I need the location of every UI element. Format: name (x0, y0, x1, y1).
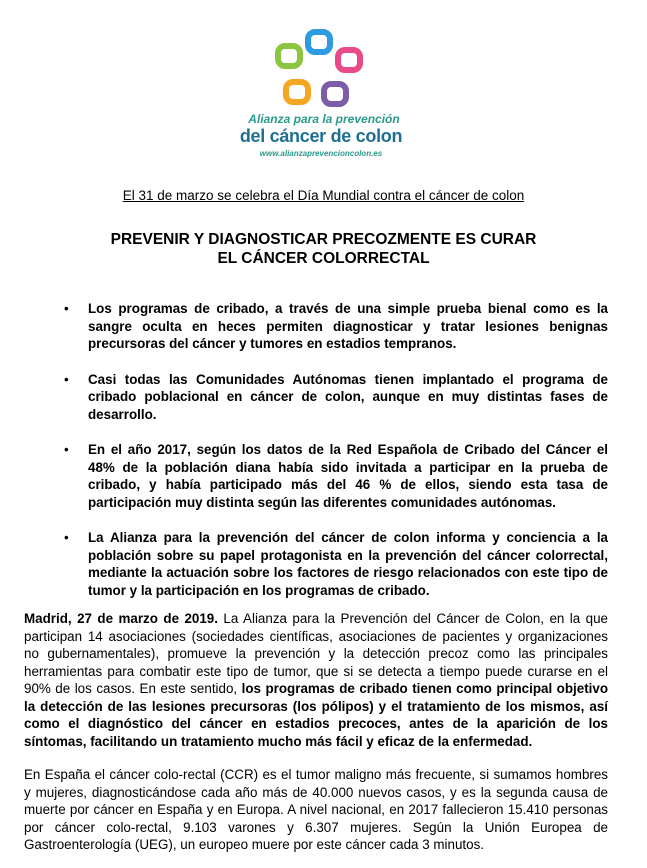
logo-petal-purple (324, 84, 346, 104)
logo-petal-blue (308, 32, 330, 52)
key-point: • Casi todas las Comunidades Autónomas tienen implantado el programa de cribado poblacional en cáncer de colon, aunque en muy distintas fases de desarrollo. (70, 371, 608, 424)
dateline: Madrid, 27 de marzo de 2019. (24, 611, 218, 626)
subtitle: El 31 de marzo se celebra el Día Mundial contra el cáncer de colon (122, 188, 525, 203)
alianza-logo (236, 28, 406, 168)
key-point: • En el año 2017, según los datos de la Red Española de Cribado del Cáncer el 48% de la población diana había sido invitada a participar en la prueba de cribado, y había participado más del 46 % de ellos, siendo esta tasa de participación muy distinta según las diferentes comunidades autónomas. (70, 441, 608, 511)
headline (0, 230, 647, 268)
headline-line1: PREVENIR Y DIAGNOSTICAR PRECOZMENTE ES CURAR (110, 231, 537, 248)
key-point: • Los programas de cribado, a través de una simple prueba bienal como es la sangre oculta en heces permiten diagnosticar y tratar lesiones benignas precursoras del cáncer y tumores en estadios tempranos. (70, 300, 608, 353)
key-points-list (70, 300, 608, 617)
logo-petal-pink (338, 50, 360, 70)
logo-website: www.alianzaprevencioncolon.es (259, 149, 383, 158)
body-paragraph-2: En España el cáncer colo-rectal (CCR) es el tumor maligno más frecuente, si sumamos hombres y mujeres, diagnosticándose cada año más de 40.000 nuevos casos, y es la segunda causa de muerte por cáncer en España y en Europa. A nivel nacional, en 2017 fallecieron 15.410 personas por cáncer colo-rectal, 9.103 varones y 6.307 mujeres. Según la Unión Europea de Gastroenterología (UEG), un europeo muere por este cáncer cada 3 minutos. (24, 767, 608, 852)
logo-petal-green (278, 46, 300, 66)
body-paragraph-1 (24, 610, 608, 750)
key-point: • La Alianza para la prevención del cáncer de colon informa y conciencia a la población sobre su papel protagonista en la prevención del cáncer colorrectal, mediante la actuación sobre los factores de riesgo relacionados con este tipo de tumor y la participación en los programas de cribado. (70, 529, 608, 599)
paragraph-bold-text: los programas de cribado tienen como principal objetivo la detección de las lesiones precursoras (los pólipos) y el tratamiento de los mismos, así como el diagnóstico del cáncer en estadios precoces, antes de la aparición de los síntomas, facilitando un tratamiento mucho más fácil y eficaz de la enfermedad. (24, 681, 608, 749)
paragraph-text: La Alianza para la Prevención del Cáncer de Colon, en la que participan 14 asociaciones (sociedades científicas, asociaciones de pacientes y organizaciones no gubernamentales), promueve la prevención y la detección precoz como las principales herramientas para combatir este tipo de tumor, que si se detecta a tiempo puede curarse en el 90% de los casos. En este sentido, (24, 611, 609, 696)
logo-text-line2: del cáncer de colon (239, 126, 403, 146)
logo-flower-icon (272, 28, 368, 110)
headline-line2: EL CÁNCER COLORRECTAL (217, 250, 430, 267)
logo-petal-orange (286, 82, 308, 102)
logo-text-line1: Alianza para la prevención (248, 112, 400, 126)
